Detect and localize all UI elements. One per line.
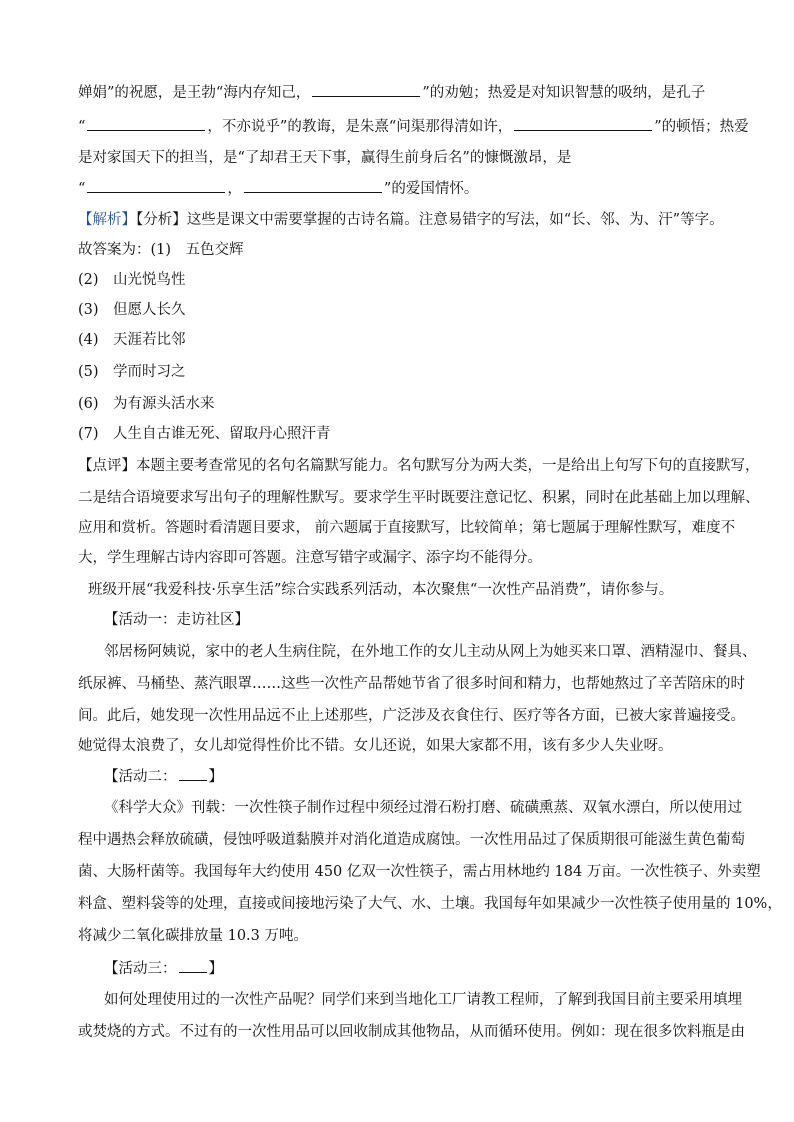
activity2-line: 将减少二氧化碳排放量 10.3 万吨。 xyxy=(78,928,309,944)
text: “ xyxy=(78,181,86,197)
intro-line-3: 是对家国天下的担当，是“了却君王天下事，赢得生前身后名”的慷慨激昂，是 xyxy=(78,150,572,166)
analysis-text: 【分析】这些是课文中需要掌握的古诗名篇。注意易错字的写法，如“长、邻、为、汗”等字。 xyxy=(136,212,724,228)
text: 【活动二： xyxy=(104,769,177,785)
activity3-line: 如何处理使用过的一次性产品呢？同学们来到当地化工厂请教工程师，了解到我国目前主要采用填埋 xyxy=(104,992,742,1008)
fill-blank[interactable] xyxy=(87,116,205,131)
answer-item: (4) 天涯若比邻 xyxy=(78,332,186,348)
activity1-title: 【活动一：走访社区】 xyxy=(104,612,249,628)
fill-blank[interactable] xyxy=(179,958,207,973)
activity1-line: 邻居杨阿姨说，家中的老人生病住院，在外地工作的女儿主动从网上为她买来口罩、酒精湿巾、餐具、 xyxy=(104,644,757,660)
text: 婵娟”的祝愿，是王勃“海内存知己， xyxy=(78,85,311,101)
text: ”的爱国情怀。 xyxy=(383,181,479,197)
activity-intro: 班级开展“我爱科技·乐享生活”综合实践系列活动，本次聚焦“一次性产品消费”，请你参与。 xyxy=(88,582,674,598)
activity1-line: 她觉得太浪费了，女儿却觉得性价比不错。女儿还说，如果大家都不用，该有多少人失业呀。 xyxy=(78,738,673,754)
intro-line-1 xyxy=(78,82,758,103)
text: ”的顿悟；热爱 xyxy=(654,119,749,135)
fill-blank[interactable] xyxy=(179,766,207,781)
intro-line-2 xyxy=(78,116,758,137)
answer-item: (3) 但愿人长久 xyxy=(78,302,186,318)
answer-item: (7) 人生自古谁无死、留取丹心照汗青 xyxy=(78,426,331,442)
text: 【活动三： xyxy=(104,961,177,977)
activity2-line: 程中遇热会释放硫磺，侵蚀呼吸道黏膜并对消化道造成腐蚀。一次性用品过了保质期很可能滋生黄色葡萄 xyxy=(78,832,745,848)
activity2-title xyxy=(104,766,784,787)
comment-line: 二是结合语境要求写出句子的理解性默写。要求学生平时既要注意记忆、积累，同时在此基础上加以理解、 xyxy=(78,490,760,506)
fill-blank[interactable] xyxy=(87,178,225,193)
answer-item: (5) 学而时习之 xyxy=(78,364,186,380)
activity1-line: 纸尿裤、马桶垫、蒸汽眼罩……这些一次性产品帮她节省了很多时间和精力，也帮她熬过了辛苦陪床的时 xyxy=(78,676,745,692)
activity2-line: 《科学大众》刊载：一次性筷子制作过程中须经过滑石粉打磨、硫磺熏蒸、双氧水漂白，所以使用过 xyxy=(104,800,742,816)
activity3-title xyxy=(104,958,784,979)
intro-line-4 xyxy=(78,178,758,199)
analysis-tag: 【解析】 xyxy=(78,212,136,228)
comment-line: 应用和赏析。答题时看清题目要求， 前六题属于直接默写，比较简单；第七题属于理解性默写，难度不 xyxy=(78,520,736,536)
comment-line: 大，学生理解古诗内容即可答题。注意写错字或漏字、添字均不能得分。 xyxy=(78,550,542,566)
activity2-line: 料盒、塑料袋等的处理，直接或间接地污染了大气、水、土壤。我国每年如果减少一次性筷子使用量的 10%， xyxy=(78,896,782,912)
text: ，不亦说乎”的教诲，是朱熹“问渠那得清如许， xyxy=(207,119,513,135)
answer-lead: 故答案为：(1) 五色交辉 xyxy=(78,242,244,258)
fill-blank[interactable] xyxy=(514,116,652,131)
fill-blank[interactable] xyxy=(312,82,420,97)
text: “ xyxy=(78,119,86,135)
answer-item: (6) 为有源头活水来 xyxy=(78,396,215,412)
fill-blank[interactable] xyxy=(244,178,382,193)
text: 】 xyxy=(208,769,223,785)
text: 】 xyxy=(208,961,223,977)
comment-line: 【点评】本题主要考查常见的名句名篇默写能力。名句默写分为两大类，一是给出上句写下句的直接默写， xyxy=(78,458,760,474)
text: ， xyxy=(227,181,242,197)
activity1-line: 间。此后，她发现一次性用品远不止上述那些，广泛涉及衣食住行、医疗等各方面，已被大家普遍接受。 xyxy=(78,708,745,724)
activity3-line: 或焚烧的方式。不过有的一次性用品可以回收制成其他物品，从而循环使用。例如：现在很多饮料瓶是由 xyxy=(78,1024,745,1040)
text: ”的劝勉；热爱是对知识智慧的吸纳，是孔子 xyxy=(422,85,706,101)
analysis-line xyxy=(78,210,758,230)
activity2-line: 菌、大肠杆菌等。我国每年大约使用 450 亿双一次性筷子，需占用林地约 184 万亩。一次性筷子、外卖塑 xyxy=(78,864,761,880)
answer-item: (2) 山光悦鸟性 xyxy=(78,272,186,288)
